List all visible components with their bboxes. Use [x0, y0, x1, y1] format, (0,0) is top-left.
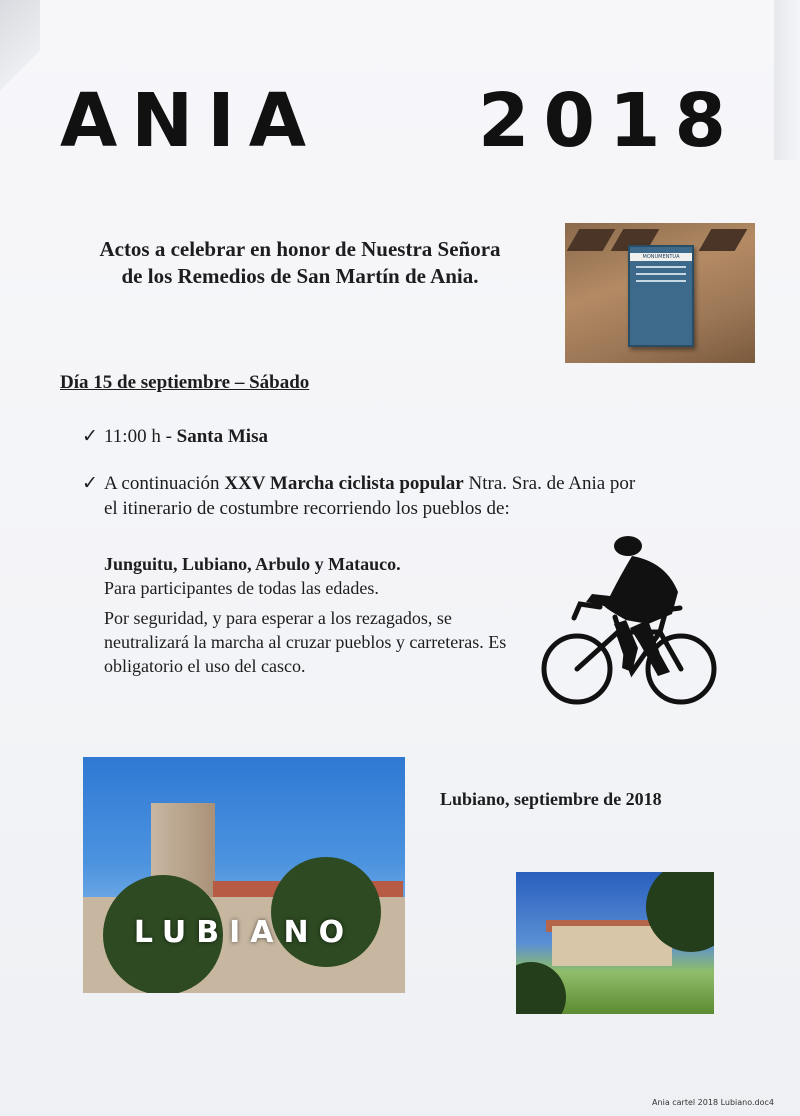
- paper-edge: [774, 0, 800, 160]
- roof-beam: [699, 229, 748, 251]
- title-year: 2018: [478, 78, 740, 164]
- poster-title: [60, 78, 740, 164]
- day-heading: Día 15 de septiembre – Sábado: [60, 372, 310, 393]
- paper-fold: [0, 0, 40, 110]
- intro-text: [55, 236, 545, 290]
- schedule-item-cycling: [82, 471, 742, 521]
- title-word: ANIA: [60, 78, 321, 164]
- cycling-line-2: el itinerario de costumbre recorriendo los pueblos de:: [104, 498, 510, 519]
- file-footer: Ania cartel 2018 Lubiano.doc4: [652, 1098, 774, 1107]
- monument-plaque: [628, 245, 694, 347]
- mass-event: Santa Misa: [176, 426, 268, 447]
- towns-block: [104, 552, 401, 600]
- tree: [271, 857, 381, 967]
- lubiano-photo-label: LUBIANO: [133, 915, 355, 950]
- roof-beam: [567, 229, 616, 251]
- tree: [516, 962, 566, 1014]
- checkmark-icon: ✓: [82, 473, 98, 494]
- place-date: Lubiano, septiembre de 2018: [440, 789, 662, 809]
- intro-line-2: de los Remedios de San Martín de Ania.: [121, 264, 479, 288]
- safety-note: Por seguridad, y para esperar a los rezagados, se neutralizará la marcha al cruzar pueblos y carreteras. Es obligatorio el uso del casco.: [104, 608, 507, 676]
- lubiano-church-photo: [83, 757, 405, 993]
- participants-note: Para participantes de todas las edades.: [104, 578, 379, 598]
- cycling-prefix: A continuación: [104, 473, 225, 494]
- schedule-item-mass: [82, 424, 268, 449]
- monument-sign-photo: [565, 223, 755, 363]
- cyclist-silhouette-icon: [540, 532, 720, 708]
- cycling-event: XXV Marcha ciclista popular: [224, 473, 464, 494]
- intro-line-1: Actos a celebrar en honor de Nuestra Señora: [99, 237, 501, 261]
- plaque-label: MONUMENTUA: [630, 253, 692, 261]
- chapel-photo: [516, 872, 714, 1014]
- checkmark-icon: ✓: [82, 426, 98, 447]
- towns-list: Junguitu, Lubiano, Arbulo y Matauco.: [104, 554, 401, 574]
- cycling-suffix: Ntra. Sra. de Ania por: [463, 473, 636, 494]
- mass-time: 11:00 h -: [104, 426, 177, 447]
